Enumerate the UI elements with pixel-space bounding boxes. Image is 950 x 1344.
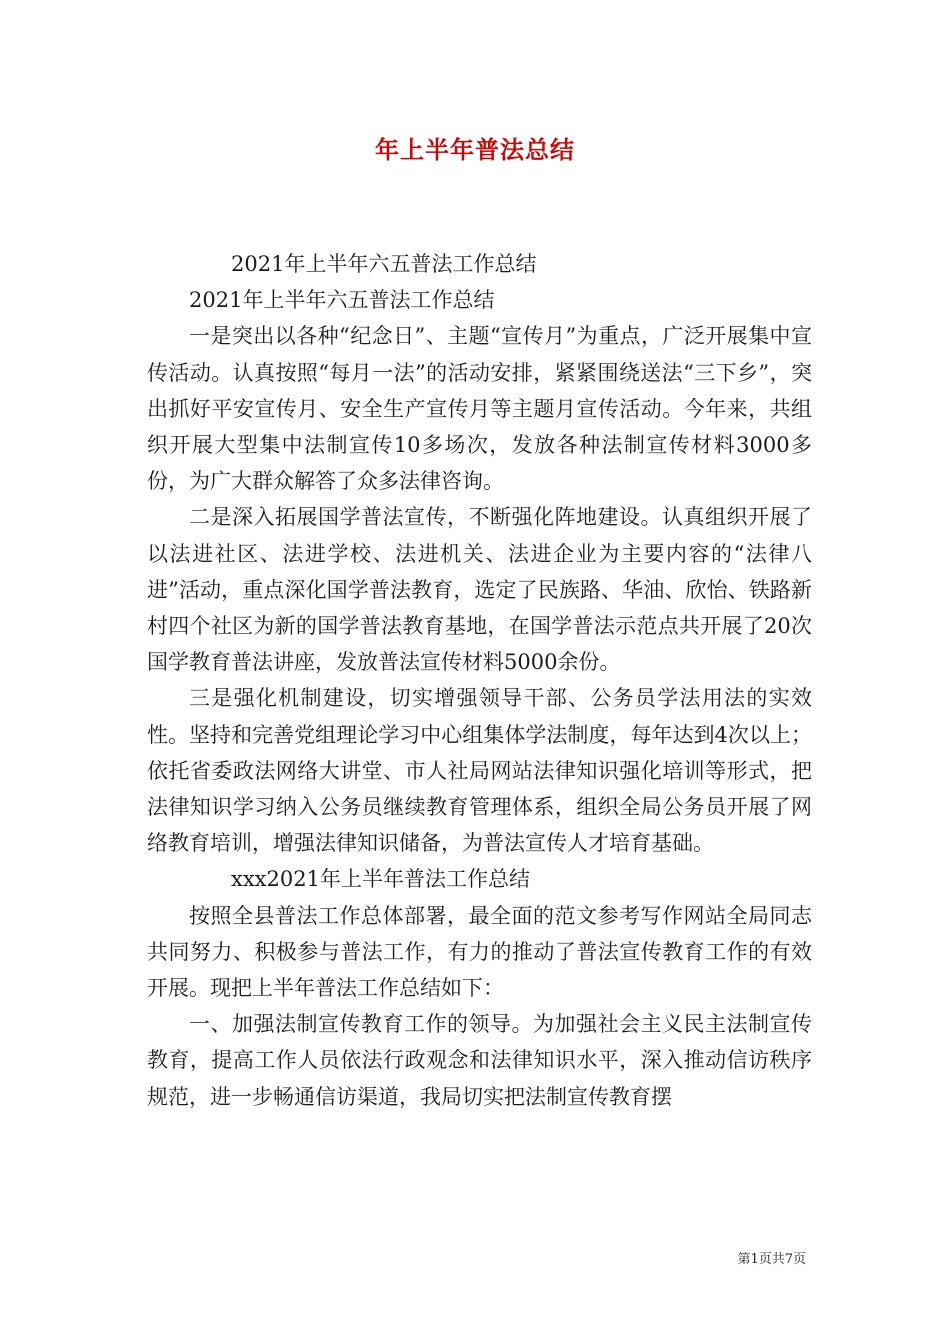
section-heading: 2021年上半年六五普法工作总结 xyxy=(231,252,537,276)
document-title: 年上半年普法总结 xyxy=(375,135,575,164)
document-body xyxy=(147,246,812,1115)
body-paragraph: 按照全县普法工作总体部署，最全面的范文参考写作网站全局同志共同努力、积极参与普法工作，有力的推动了普法宣传教育工作的有效开展。现把上半年普法工作总结如下： xyxy=(147,903,812,1001)
body-paragraph: 一、加强法制宣传教育工作的领导。为加强社会主义民主法制宣传教育，提高工作人员依法行政观念和法律知识水平，深入推动信访秩序规范，进一步畅通信访渠道，我局切实把法制宣传教育摆 xyxy=(147,1012,812,1109)
body-paragraph: 一是突出以各种“纪念日”、主题“宣传月”为重点，广泛开展集中宣传活动。认真按照“每月一法”的活动安排，紧紧围绕送法“三下乡”，突出抓好平安宣传月、安全生产宣传月等主题月宣传活动。今年来，共组织开展大型集中法制宣传10多场次，发放各种法制宣传材料3000多份，为广大群众解答了众多法律咨询。 xyxy=(147,324,812,494)
body-paragraph: 二是深入拓展国学普法宣传，不断强化阵地建设。认真组织开展了以法进社区、法进学校、法进机关、法进企业为主要内容的“法律八进”活动，重点深化国学普法教育，选定了民族路、华油、欣怡、铁路新村四个社区为新的国学普法教育基地，在国学普法示范点共开展了20次国学教育普法讲座，发放普法宣传材料5000余份。 xyxy=(147,505,812,675)
section-heading: xxx2021年上半年普法工作总结 xyxy=(231,867,530,892)
page-number: 第1页共7页 xyxy=(737,1252,806,1267)
body-paragraph: 三是强化机制建设，切实增强领导干部、公务员学法用法的实效性。坚持和完善党组理论学习中心组集体学法制度，每年达到4次以上；依托省委政法网络大讲堂、市人社局网站法律知识强化培训等形式，把法律知识学习纳入公务员继续教育管理体系，组织全局公务员开展了网络教育培训，增强法律知识储备，为普法宣传人才培育基础。 xyxy=(147,686,812,856)
section-heading: 2021年上半年六五普法工作总结 xyxy=(189,288,495,313)
